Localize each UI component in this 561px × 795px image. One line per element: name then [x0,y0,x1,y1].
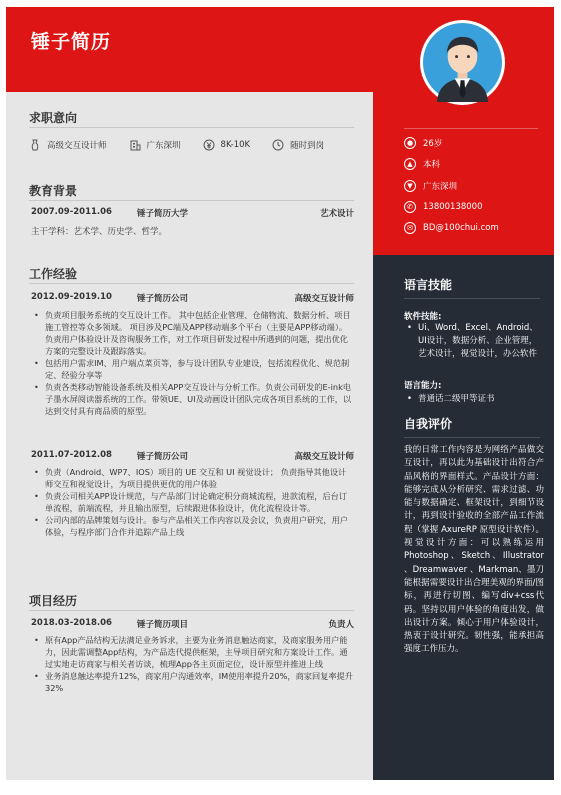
list-item: • Ui、Word、Excel、Android、UI设计，数据分析、企业管理，艺术设计，视觉设计，办公软件 [404,322,544,361]
vase-icon [29,139,41,151]
job-bullets [31,466,354,538]
intent-availability [272,139,324,151]
job-role: 高级交互设计师 [294,452,354,462]
info-phone-text: 13800138000 [423,202,483,212]
project-role: 负责人 [328,620,354,630]
avatar-illustration-icon [423,23,502,102]
divider [404,298,540,299]
info-email-text: BD@100chui.com [423,223,499,233]
phone-icon: ✆ [404,201,416,213]
skills-section-title: 语言技能 [404,278,453,292]
education-school: 锤子简历大学 [137,209,189,219]
language-skills-label: 语言能力: [404,381,442,391]
avatar [420,20,505,105]
list-item: • 普通话二级甲等证书 [404,393,544,406]
job-row [31,292,354,304]
list-item: • 负责（Android、WP7、IOS）项目的 UE 交互和 UI 视觉设计； 负责指导其他设计师交互和视觉设计，为项目提供更优的用户体验 [31,466,354,490]
intent-section-title: 求职意向 [29,111,78,125]
list-item: • 公司内部的品牌策划与设计。参与产品相关工作内容以及会议，负责用户研究，用户体验，与程序部门合作并追踪产品上线 [31,514,354,538]
intent-position [29,139,107,151]
divider [29,127,354,128]
list-item: • 负责项目服务系统的交互设计工作。 其中包括企业管理、仓储物流、数据分析、项目施工管控等众多领域。 项目涉及PC端及APP移动端多个平台（主要是APP移动端）。负责用户体验设计及咨询服务工作，对工作项目研发过程中所遇到的问题，提出优化方案的完整设计及跟踪落实。 [31,309,354,357]
divider [404,437,540,438]
software-skills-list [404,322,544,361]
cap-icon: ▲ [404,158,416,170]
divider [404,128,538,129]
clock-icon [272,139,284,151]
evaluation-text: 我的日常工作内容是为网络产品做交互设计，再以此为基础设计出符合产品风格的界面样式。产品设计方面：能够完成从分析研究、需求过滤、功能与数据确定、框架设计，到细节设计，再到设计验收的全部产品工作流程（掌握 AxureRP 原型设计软件）。视觉设计方面：可以熟练运用Photoshop、Sketch、Illustrator 、Dreamwaver 、Markman、墨刀能根据需要设计出合理美观的界面/图标，再进行切图、编写div+css代码。坚持以用户体验的角度出发，做出设计方案。倾心于用户体验设计，热衷于设计研究。韧性强，能承担高强度工作压力。 [404,445,544,655]
job-date: 2011.07-2012.08 [31,450,112,460]
mail-icon: ✉ [404,222,416,234]
intent-salary-text: 8K-10K [220,140,251,150]
divider [29,200,354,201]
info-location [404,180,544,192]
intent-salary [203,139,251,151]
job-date: 2012.09-2019.10 [31,292,112,302]
project-date: 2018.03-2018.06 [31,618,112,628]
person-icon: ● [404,137,416,149]
list-item: • 原有App产品结构无法满足业务诉求，主要为业务消息触达商家，及商家服务用户能力，因此需调整App结构，为产品迭代提供框架，主导项目研究和方案设计工作。通过实地走访商家与相关者访谈，梳理App各主页面定位，设计原型并推进上线 [31,634,354,670]
work-section-title: 工作经验 [29,267,78,281]
intent-location [129,139,181,151]
evaluation-section-title: 自我评价 [404,417,453,431]
divider [29,610,354,611]
intent-row [29,139,359,151]
project-row [31,618,354,630]
education-desc: 主干学科：艺术学、历史学、哲学。 [31,227,168,237]
location-icon: ▼ [404,180,416,192]
software-skills-label: 软件技能: [404,312,442,322]
education-row [31,207,354,219]
education-major: 艺术设计 [319,209,354,219]
resume-page [6,7,554,780]
job-row [31,450,354,462]
list-item: • 负责公司相关APP设计规范，与产品部门讨论确定积分商城流程，进款流程，后台订单流程，前端流程，并且输出原型，后续跟进体验设计，优化流程设计等。 [31,490,354,514]
info-degree-text: 本科 [423,160,441,170]
education-date: 2007.09-2011.06 [31,207,112,217]
job-company: 锤子简历公司 [137,294,189,304]
intent-position-text: 高级交互设计师 [47,141,107,151]
job-role: 高级交互设计师 [294,294,354,304]
list-item: • 负责各类移动智能设备系统及相关APP交互设计与分析工作。负责公司研发的E-ink电子墨水屏阅读器系统的工作。带领UE、UI及动画设计团队完成各项目系统的工作，以达到交付具有商品质的原型。 [31,381,354,417]
list-item: • 包括用户需求IM、用户端点菜页等，参与设计团队专业建设，包括流程优化、规范制定、经验分享等 [31,357,354,381]
building-icon [129,139,141,151]
yen-icon [203,139,215,151]
info-age-text: 26岁 [423,139,443,149]
info-degree [404,158,544,170]
intent-availability-text: 随时到岗 [290,141,325,151]
divider [29,283,354,284]
job-bullets [31,309,354,417]
projects-section-title: 项目经历 [29,594,78,608]
job-company: 锤子简历公司 [137,452,189,462]
info-age [404,137,544,149]
resume-name: 锤子简历 [31,31,112,53]
info-location-text: 广东深圳 [423,182,458,192]
language-skills-list [404,393,544,406]
info-email [404,222,544,234]
project-bullets [31,634,354,694]
list-item: • 业务消息触达率提升12%，商家用户沟通效率，IM使用率提升20%，商家回复率提升32% [31,670,354,694]
intent-location-text: 广东深圳 [146,141,181,151]
info-phone [404,201,544,213]
education-section-title: 教育背景 [29,184,78,198]
project-name: 锤子简历项目 [137,620,189,630]
